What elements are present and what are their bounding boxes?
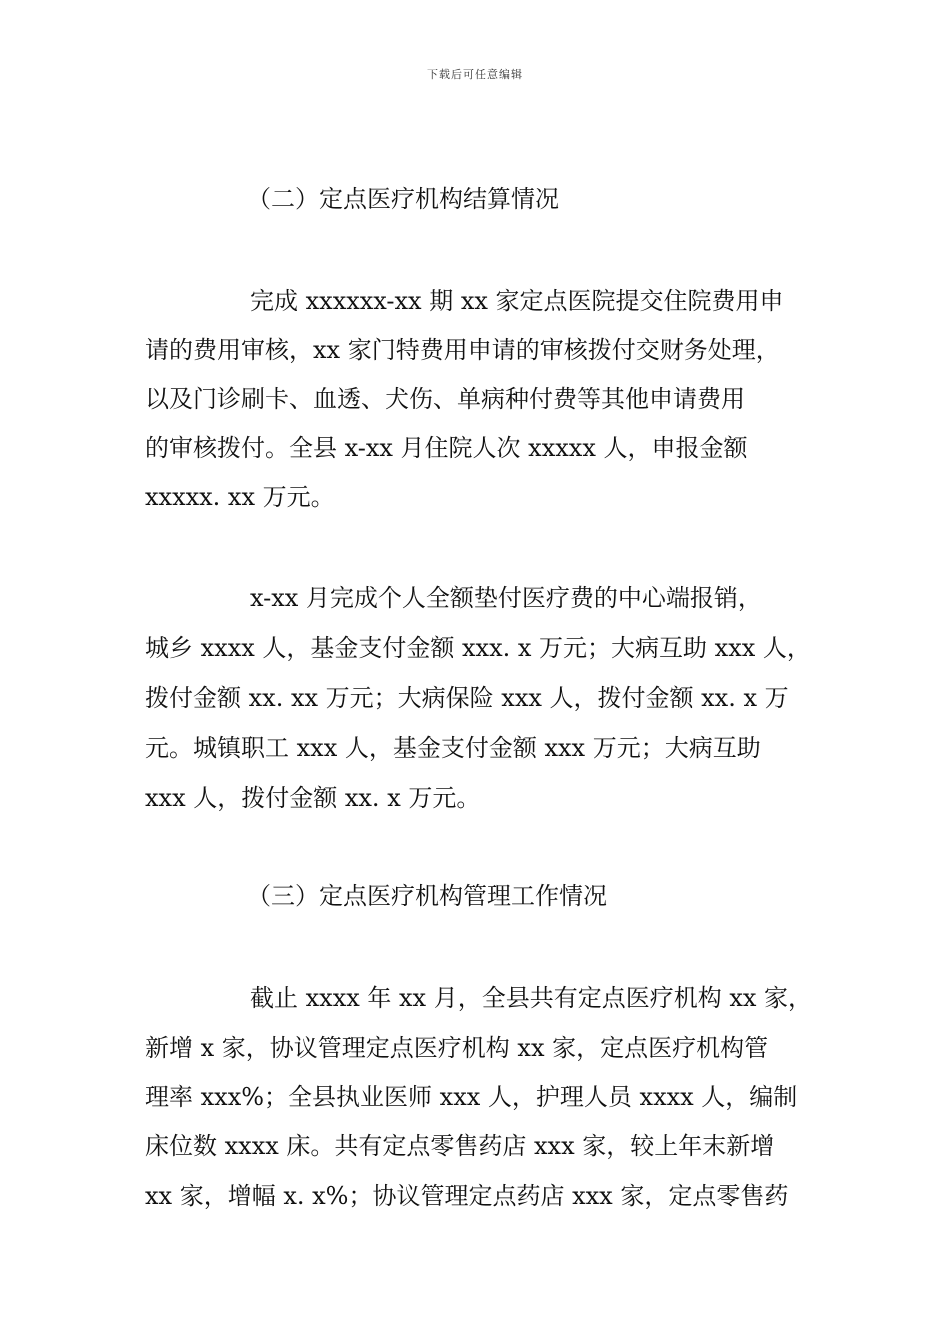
section-heading-3: （三）定点医疗机构管理工作情况	[247, 882, 607, 910]
section-heading-2: （二）定点医疗机构结算情况	[247, 185, 559, 213]
paragraph-line: 请的费用审核，xx 家门特费用申请的审核拨付交财务处理，	[145, 336, 780, 364]
paragraph-line: 拨付金额 xx. xx 万元；大病保险 xxx 人，拨付金额 xx. x 万	[145, 684, 789, 712]
paragraph-line: xx 家，增幅 x. x%；协议管理定点药店 xxx 家，定点零售药	[145, 1182, 789, 1210]
paragraph-line: 完成 xxxxxx-xx 期 xx 家定点医院提交住院费用申	[250, 287, 784, 315]
paragraph-line: 元。城镇职工 xxx 人，基金支付金额 xxx 万元；大病互助	[145, 734, 761, 762]
page-header-note: 下载后可任意编辑	[427, 68, 523, 81]
paragraph-line: 城乡 xxxx 人，基金支付金额 xxx. x 万元；大病互助 xxx 人，	[145, 634, 811, 662]
paragraph-line: xxx 人，拨付金额 xx. x 万元。	[145, 784, 481, 812]
paragraph-line: 的审核拨付。全县 x-xx 月住院人次 xxxxx 人，申报金额	[145, 434, 748, 462]
paragraph-line: 截止 xxxx 年 xx 月，全县共有定点医疗机构 xx 家，	[250, 984, 813, 1012]
paragraph-line: 理率 xxx%；全县执业医师 xxx 人，护理人员 xxxx 人，编制	[145, 1083, 798, 1111]
paragraph-line: 新增 x 家，协议管理定点医疗机构 xx 家，定点医疗机构管	[145, 1034, 769, 1062]
paragraph-line: 以及门诊刷卡、血透、犬伤、单病种付费等其他申请费用	[145, 385, 745, 413]
paragraph-line: 床位数 xxxx 床。共有定点零售药店 xxx 家，较上年末新增	[145, 1132, 775, 1160]
paragraph-line: xxxxx. xx 万元。	[145, 483, 335, 511]
paragraph-line: x-xx 月完成个人全额垫付医疗费的中心端报销，	[250, 584, 762, 612]
